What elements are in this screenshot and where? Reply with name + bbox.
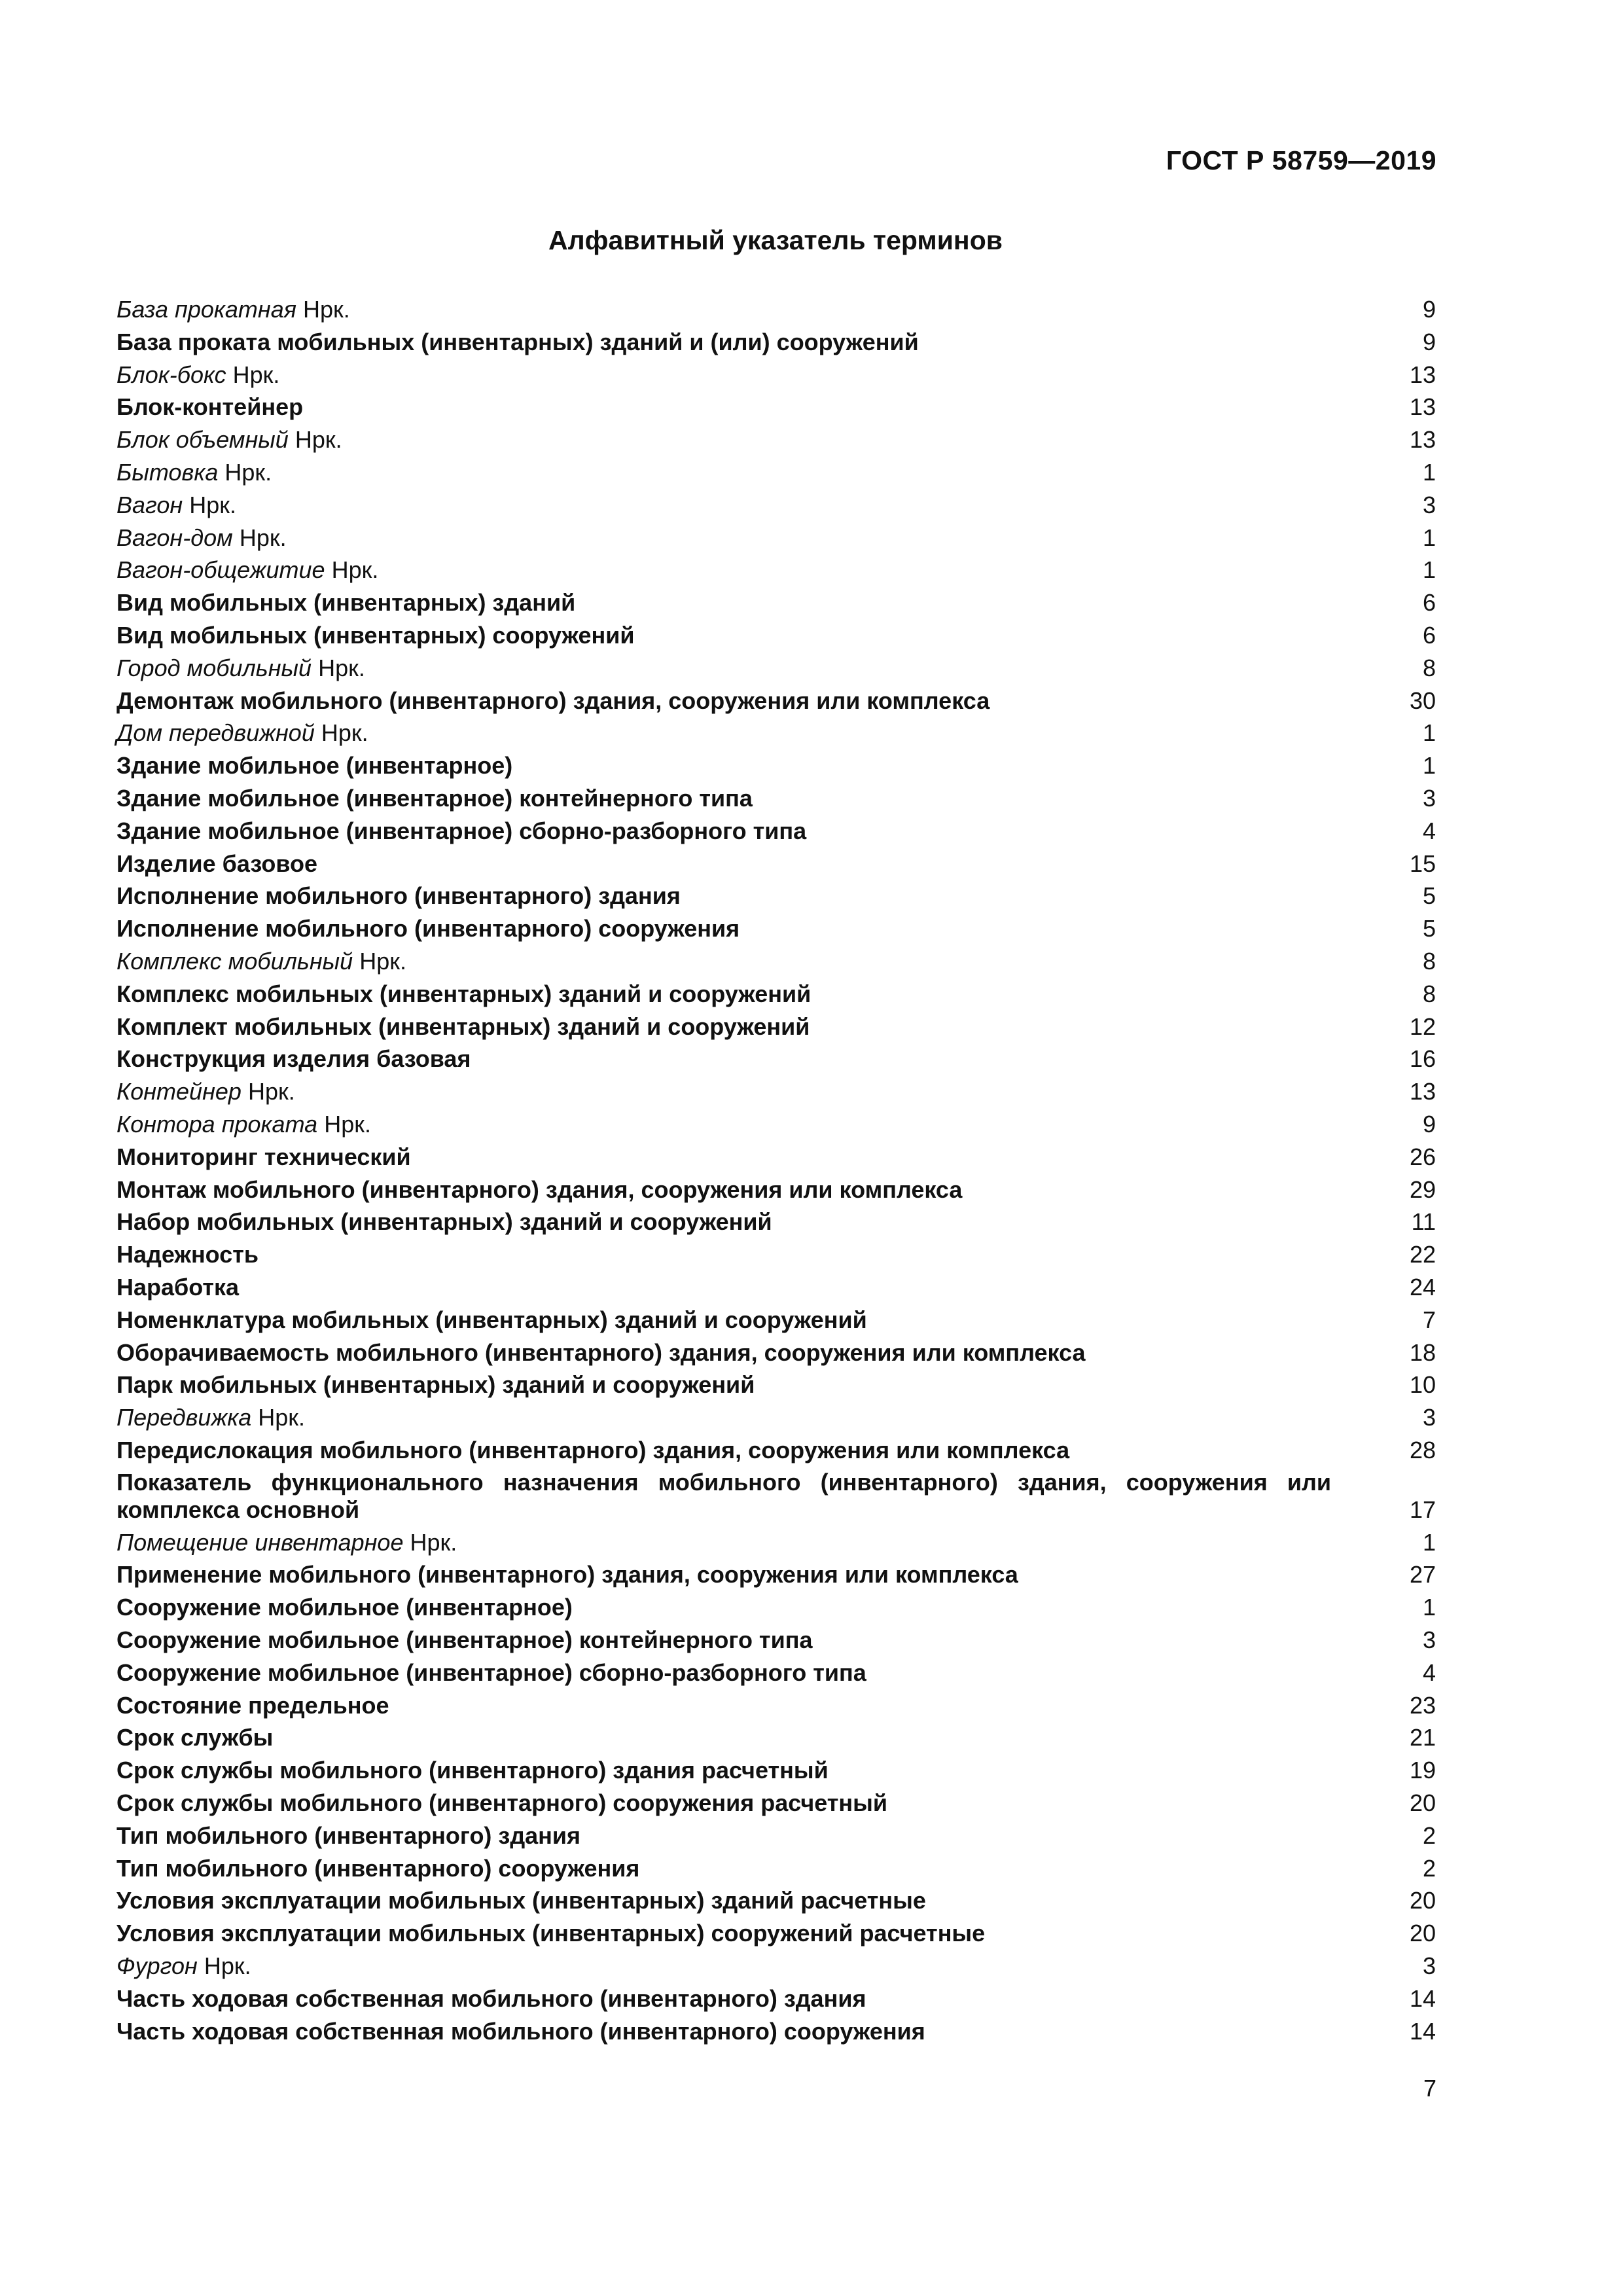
not-recommended-mark: Нрк.	[218, 458, 272, 486]
index-entry	[116, 880, 1436, 912]
index-entry	[116, 1336, 1436, 1369]
index-page-number: 20	[1409, 1920, 1436, 1947]
term-text: Комплекс мобильный	[116, 947, 353, 975]
term-text: Передислокация мобильного (инвентарного) здания, сооружения или комплекса	[116, 1436, 1070, 1463]
index-page-number: 3	[1422, 784, 1436, 812]
term-text: Монтаж мобильного (инвентарного) здания, сооружения или комплекса	[116, 1175, 963, 1203]
index-term	[116, 1884, 1383, 1917]
index-entry	[116, 749, 1436, 782]
index-entry	[116, 1558, 1436, 1591]
index-term	[116, 554, 1383, 586]
index-term	[116, 489, 1383, 522]
index-term	[116, 1336, 1383, 1369]
alphabetical-term-index	[116, 293, 1436, 2047]
index-page-number: 11	[1411, 1208, 1436, 1236]
index-entry	[116, 1820, 1436, 1852]
term-text: Передвижка	[116, 1404, 252, 1431]
index-term	[116, 685, 1383, 717]
index-entry	[116, 685, 1436, 717]
index-page-number: 23	[1409, 1691, 1436, 1719]
not-recommended-mark: Нрк.	[241, 1078, 295, 1105]
term-text: Тип мобильного (инвентарного) здания	[116, 1821, 581, 1849]
term-text: Тип мобильного (инвентарного) сооружения	[116, 1854, 640, 1882]
term-text: Блок-бокс	[116, 361, 226, 388]
index-entry	[116, 1108, 1436, 1141]
term-text: Вид мобильных (инвентарных) сооружений	[116, 621, 635, 649]
index-entry	[116, 2015, 1436, 2048]
index-term	[116, 1754, 1383, 1787]
not-recommended-mark: Нрк.	[197, 1952, 251, 1980]
term-text: Здание мобильное (инвентарное)	[116, 752, 513, 780]
index-entry	[116, 326, 1436, 359]
index-term	[116, 880, 1383, 912]
index-term	[116, 978, 1383, 1011]
index-term	[116, 912, 1383, 945]
term-text: Демонтаж мобильного (инвентарного) здания, сооружения или комплекса	[116, 687, 990, 714]
not-recommended-mark: Нрк.	[353, 947, 406, 975]
term-text: Исполнение мобильного (инвентарного) здания	[116, 882, 681, 910]
index-entry	[116, 1787, 1436, 1820]
term-text: Набор мобильных (инвентарных) зданий и сооружений	[116, 1208, 772, 1236]
index-entry	[116, 293, 1436, 326]
not-recommended-mark: Нрк.	[312, 654, 365, 681]
index-entry	[116, 945, 1436, 978]
index-term	[116, 1982, 1383, 2015]
index-page-number: 4	[1422, 1659, 1436, 1686]
index-page-number: 9	[1422, 328, 1436, 355]
index-page-number: 5	[1422, 882, 1436, 910]
index-page-number: 20	[1409, 1789, 1436, 1817]
index-entry	[116, 1075, 1436, 1108]
term-text: Бытовка	[116, 458, 219, 486]
index-entry	[116, 456, 1436, 489]
page-title: Алфавитный указатель терминов	[548, 225, 1003, 255]
index-entry	[116, 1174, 1436, 1206]
index-entry	[116, 1982, 1436, 2015]
index-entry	[116, 1950, 1436, 1982]
index-term	[116, 1141, 1383, 1174]
index-term	[116, 423, 1383, 456]
term-text: Сооружение мобильное (инвентарное) сборно-разборного типа	[116, 1659, 866, 1686]
index-term	[116, 1108, 1383, 1141]
term-text: Дом передвижной	[116, 719, 315, 747]
index-entry	[116, 652, 1436, 685]
index-page-number: 29	[1409, 1175, 1436, 1203]
index-entry	[116, 1721, 1436, 1754]
index-term	[116, 1304, 1383, 1336]
index-page-number: 9	[1422, 296, 1436, 323]
index-page-number: 2	[1422, 1854, 1436, 1882]
term-text: Вид мобильных (инвентарных) зданий	[116, 589, 576, 617]
term-text: Вагон-общежитие	[116, 556, 325, 584]
index-term	[116, 1469, 1383, 1524]
index-page-number: 4	[1422, 817, 1436, 844]
index-page-number: 8	[1422, 980, 1436, 1007]
index-entry	[116, 489, 1436, 522]
not-recommended-mark: Нрк.	[232, 524, 287, 551]
term-text: Надежность	[116, 1241, 259, 1268]
term-text: Оборачиваемость мобильного (инвентарного) здания, сооружения или комплекса	[116, 1338, 1086, 1366]
term-text: Блок объемный	[116, 426, 289, 454]
index-page-number: 8	[1422, 947, 1436, 975]
index-term	[116, 1434, 1383, 1467]
index-page-number: 24	[1409, 1273, 1436, 1300]
not-recommended-mark: Нрк.	[314, 719, 368, 747]
index-term	[116, 1401, 1383, 1434]
index-entry	[116, 1754, 1436, 1787]
index-entry	[116, 1271, 1436, 1304]
index-term	[116, 1689, 1383, 1722]
term-text: Комплекс мобильных (инвентарных) зданий и сооружений	[116, 980, 812, 1007]
index-term	[116, 1852, 1383, 1885]
term-text: Контора проката	[116, 1110, 318, 1138]
index-term	[116, 1657, 1383, 1689]
index-term	[116, 945, 1383, 978]
index-page-number: 1	[1422, 719, 1436, 747]
index-term	[116, 1075, 1383, 1108]
index-page-number: 1	[1422, 524, 1436, 551]
index-term	[116, 1011, 1383, 1043]
term-text: Комплект мобильных (инвентарных) зданий и сооружений	[116, 1013, 810, 1040]
index-page-number: 30	[1409, 687, 1436, 714]
index-entry	[116, 554, 1436, 586]
index-term	[116, 456, 1383, 489]
index-term	[116, 782, 1383, 815]
not-recommended-mark: Нрк.	[183, 491, 236, 518]
not-recommended-mark: Нрк.	[296, 296, 350, 323]
index-entry	[116, 848, 1436, 880]
index-term	[116, 1624, 1383, 1657]
index-page-number: 13	[1409, 426, 1436, 454]
term-text: Конструкция изделия базовая	[116, 1045, 471, 1073]
index-page-number: 1	[1422, 458, 1436, 486]
index-entry	[116, 1206, 1436, 1238]
index-term	[116, 1369, 1383, 1401]
term-text: Изделие базовое	[116, 850, 318, 877]
index-entry	[116, 1238, 1436, 1271]
term-text: Блок-контейнер	[116, 393, 304, 421]
index-page-number: 6	[1422, 621, 1436, 649]
index-entry	[116, 1141, 1436, 1174]
index-entry	[116, 1011, 1436, 1043]
index-term	[116, 359, 1383, 391]
index-page-number: 5	[1422, 915, 1436, 942]
index-entry	[116, 815, 1436, 848]
index-entry	[116, 619, 1436, 652]
not-recommended-mark: Нрк.	[403, 1528, 457, 1556]
index-term	[116, 619, 1383, 652]
index-term	[116, 391, 1383, 423]
index-entry	[116, 1467, 1436, 1526]
index-page-number: 17	[1409, 1496, 1436, 1523]
term-text: Сооружение мобильное (инвентарное)	[116, 1594, 573, 1621]
term-text: Применение мобильного (инвентарного) здания, сооружения или комплекса	[116, 1561, 1018, 1588]
term-text: Помещение инвентарное	[116, 1528, 404, 1556]
term-text: Номенклатура мобильных (инвентарных) зданий и сооружений	[116, 1306, 867, 1333]
not-recommended-mark: Нрк.	[251, 1404, 306, 1431]
index-term	[116, 1820, 1383, 1852]
index-page-number: 8	[1422, 654, 1436, 681]
index-page-number: 2	[1422, 1821, 1436, 1849]
index-entry	[116, 1043, 1436, 1075]
index-page-number: 19	[1409, 1757, 1436, 1784]
index-term	[116, 326, 1383, 359]
term-text: Сооружение мобильное (инвентарное) контейнерного типа	[116, 1626, 813, 1654]
term-text: База проката мобильных (инвентарных) зданий и (или) сооружений	[116, 328, 919, 355]
index-entry	[116, 1304, 1436, 1336]
index-page-number: 1	[1422, 1594, 1436, 1621]
index-entry	[116, 1401, 1436, 1434]
index-term	[116, 1591, 1383, 1624]
index-page-number: 14	[1409, 1984, 1436, 2012]
index-entry	[116, 1369, 1436, 1401]
index-term	[116, 293, 1383, 326]
index-page-number: 12	[1409, 1013, 1436, 1040]
term-text: Парк мобильных (инвентарных) зданий и сооружений	[116, 1371, 755, 1399]
index-page-number: 22	[1409, 1241, 1436, 1268]
index-page-number: 13	[1409, 1078, 1436, 1105]
index-entry	[116, 586, 1436, 619]
index-entry	[116, 717, 1436, 749]
term-text: Вагон	[116, 491, 183, 518]
index-page-number: 13	[1409, 393, 1436, 421]
standard-code-header: ГОСТ Р 58759—2019	[1166, 145, 1436, 175]
term-text: Вагон-дом	[116, 524, 233, 551]
index-entry	[116, 1917, 1436, 1950]
term-text: Контейнер	[116, 1078, 241, 1105]
term-text: Исполнение мобильного (инвентарного) сооружения	[116, 915, 740, 942]
term-text: Условия эксплуатации мобильных (инвентарных) зданий расчетные	[116, 1887, 926, 1914]
term-text: Показатель функционального назначения мобильного (инвентарного) здания, сооружения или комплекса основной	[116, 1468, 1331, 1523]
index-entry	[116, 912, 1436, 945]
index-page-number: 21	[1409, 1724, 1436, 1751]
index-page-number: 16	[1409, 1045, 1436, 1073]
term-text: Город мобильный	[116, 654, 312, 681]
index-term	[116, 1787, 1383, 1820]
index-page-number: 9	[1422, 1110, 1436, 1138]
term-text: Часть ходовая собственная мобильного (инвентарного) сооружения	[116, 2017, 925, 2045]
term-text: Часть ходовая собственная мобильного (инвентарного) здания	[116, 1984, 866, 2012]
page-number: 7	[1423, 2075, 1436, 2102]
index-term	[116, 1206, 1383, 1238]
index-page-number: 14	[1409, 2017, 1436, 2045]
index-term	[116, 1238, 1383, 1271]
term-text: Наработка	[116, 1273, 240, 1300]
index-page-number: 3	[1422, 491, 1436, 518]
index-page-number: 10	[1409, 1371, 1436, 1399]
index-term	[116, 1526, 1383, 1559]
index-page-number: 15	[1409, 850, 1436, 877]
index-entry	[116, 782, 1436, 815]
index-entry	[116, 1434, 1436, 1467]
index-term	[116, 1950, 1383, 1982]
not-recommended-mark: Нрк.	[226, 361, 280, 388]
index-term	[116, 815, 1383, 848]
index-page-number: 20	[1409, 1887, 1436, 1914]
term-text: Срок службы мобильного (инвентарного) сооружения расчетный	[116, 1789, 888, 1817]
index-page-number: 18	[1409, 1338, 1436, 1366]
index-page-number: 27	[1409, 1561, 1436, 1588]
index-entry	[116, 522, 1436, 554]
not-recommended-mark: Нрк.	[317, 1110, 371, 1138]
index-term	[116, 749, 1383, 782]
term-text: База прокатная	[116, 296, 296, 323]
index-term	[116, 1917, 1383, 1950]
index-term	[116, 586, 1383, 619]
term-text: Здание мобильное (инвентарное) контейнерного типа	[116, 784, 753, 812]
index-term	[116, 848, 1383, 880]
index-entry	[116, 1624, 1436, 1657]
index-term	[116, 522, 1383, 554]
index-term	[116, 1043, 1383, 1075]
index-entry	[116, 1657, 1436, 1689]
term-text: Срок службы мобильного (инвентарного) здания расчетный	[116, 1757, 829, 1784]
index-page-number: 3	[1422, 1626, 1436, 1654]
index-term	[116, 2015, 1383, 2048]
index-term	[116, 1721, 1383, 1754]
index-page-number: 7	[1422, 1306, 1436, 1333]
index-page-number: 3	[1422, 1404, 1436, 1431]
index-entry	[116, 1591, 1436, 1624]
index-term	[116, 652, 1383, 685]
index-term	[116, 1174, 1383, 1206]
index-page-number: 28	[1409, 1436, 1436, 1463]
index-entry	[116, 1526, 1436, 1559]
term-text: Мониторинг технический	[116, 1143, 411, 1170]
term-text: Состояние предельное	[116, 1691, 389, 1719]
not-recommended-mark: Нрк.	[325, 556, 379, 584]
index-term	[116, 1558, 1383, 1591]
index-term	[116, 717, 1383, 749]
index-page-number: 26	[1409, 1143, 1436, 1170]
index-entry	[116, 978, 1436, 1011]
index-page-number: 13	[1409, 361, 1436, 388]
index-page-number: 1	[1422, 752, 1436, 780]
index-term	[116, 1271, 1383, 1304]
index-entry	[116, 1884, 1436, 1917]
not-recommended-mark: Нрк.	[288, 426, 342, 454]
index-page-number: 1	[1422, 556, 1436, 584]
term-text: Здание мобильное (инвентарное) сборно-разборного типа	[116, 817, 807, 844]
term-text: Условия эксплуатации мобильных (инвентарных) сооружений расчетные	[116, 1920, 986, 1947]
index-entry	[116, 359, 1436, 391]
index-page-number: 6	[1422, 589, 1436, 617]
term-text: Фургон	[116, 1952, 198, 1980]
index-entry	[116, 423, 1436, 456]
term-text: Срок службы	[116, 1724, 274, 1751]
index-page-number: 3	[1422, 1952, 1436, 1980]
index-entry	[116, 1852, 1436, 1885]
index-entry	[116, 1689, 1436, 1722]
index-entry	[116, 391, 1436, 423]
index-page-number: 1	[1422, 1528, 1436, 1556]
